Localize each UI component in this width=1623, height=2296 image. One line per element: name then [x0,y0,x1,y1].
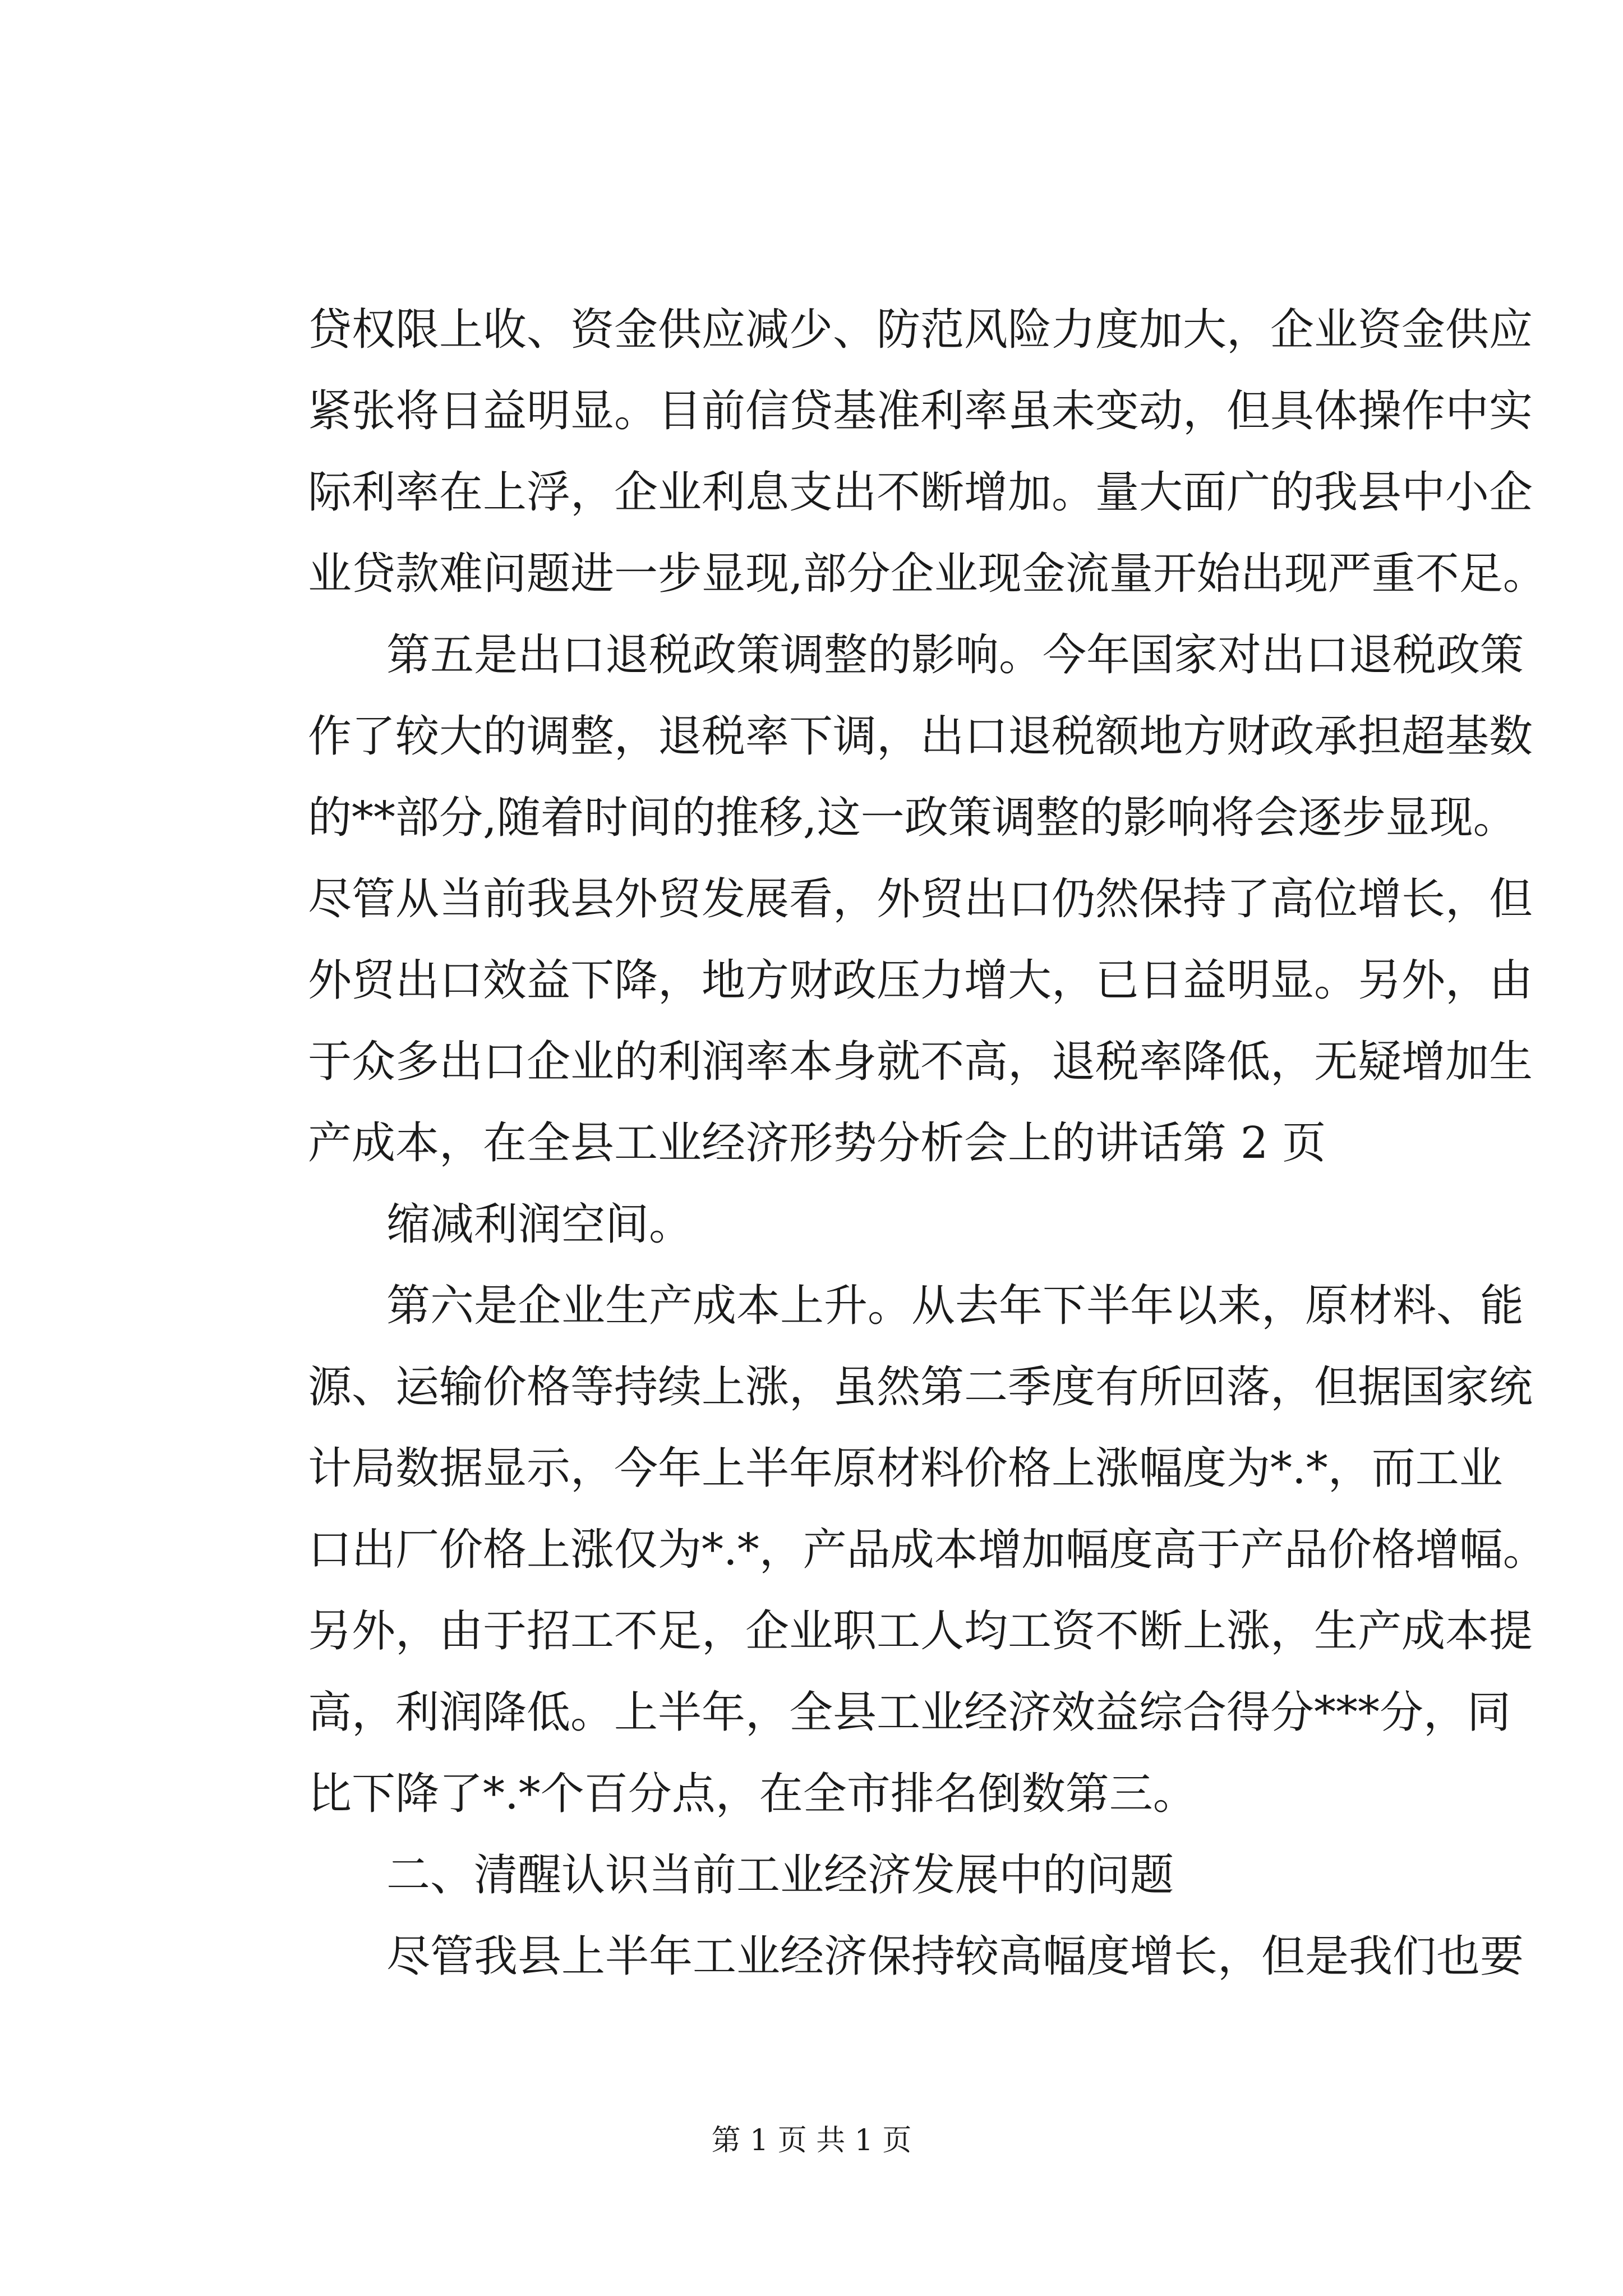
page-footer: 第 1 页 共 1 页 [711,2124,912,2157]
body-text: 缩减利润空间。 [386,1199,693,1250]
body-text-line: 比下降了*.*个百分点，在全市排名倒数第三。 [308,1769,1197,1819]
paragraph-first-line [308,1930,1524,1984]
body-text-line: 产成本，在全县工业经济形势分析会上的讲话第 2 页 [308,1118,1326,1168]
body-text: 第五是出口退税政策调整的影响。今年国家对出口退税政策 [386,630,1524,680]
body-text-line: 尽管从当前我县外贸发展看，外贸出口仍然保持了高位增长，但 [308,874,1533,924]
body-text: 尽管我县上半年工业经济保持较高幅度增长，但是我们也要 [386,1931,1524,1982]
paragraph-first-line [308,1279,1524,1333]
body-text-line: 紧张将日益明显。目前信贷基准利率虽未变动，但具体操作中实 [308,386,1533,436]
body-text-line: 另外，由于招工不足，企业职工人均工资不断上涨，生产成本提 [308,1606,1533,1657]
paragraph-first-line [308,628,1524,682]
body-text-line: 业贷款难问题进一步显现,部分企业现金流量开始出现严重不足。 [308,549,1547,599]
body-text-line: 源、运输价格等持续上涨，虽然第二季度有所回落，但据国家统 [308,1362,1533,1412]
body-text-line: 作了较大的调整，退税率下调，出口退税额地方财政承担超基数 [308,711,1533,762]
body-text-line: 口出厂价格上涨仅为*.*，产品成本增加幅度高于产品价格增幅。 [308,1525,1547,1575]
paragraph-first-line [308,1198,1418,1251]
body-text-line: 际利率在上浮，企业利息支出不断增加。量大面广的我县中小企 [308,467,1533,518]
body-text-line: 的**部分,随着时间的推移,这一政策调整的影响将会逐步显现。 [308,793,1517,843]
body-text-line: 高，利润降低。上半年，全县工业经济效益综合得分***分，同 [308,1687,1511,1738]
body-text: 第六是企业生产成本上升。从去年下半年以来，原材料、能 [386,1281,1524,1331]
section-heading-text: 二、清醒认识当前工业经济发展中的问题 [386,1850,1174,1901]
body-text-line: 贷权限上收、资金供应减少、防范风险力度加大，企业资金供应 [308,305,1533,355]
body-text-line: 计局数据显示，今年上半年原材料价格上涨幅度为*.*，而工业 [308,1443,1503,1494]
body-text-line: 于众多出口企业的利润率本身就不高，退税率降低，无疑增加生 [308,1037,1533,1087]
section-heading [308,1848,1418,1902]
body-text-line: 外贸出口效益下降，地方财政压力增大，已日益明显。另外，由 [308,955,1533,1006]
